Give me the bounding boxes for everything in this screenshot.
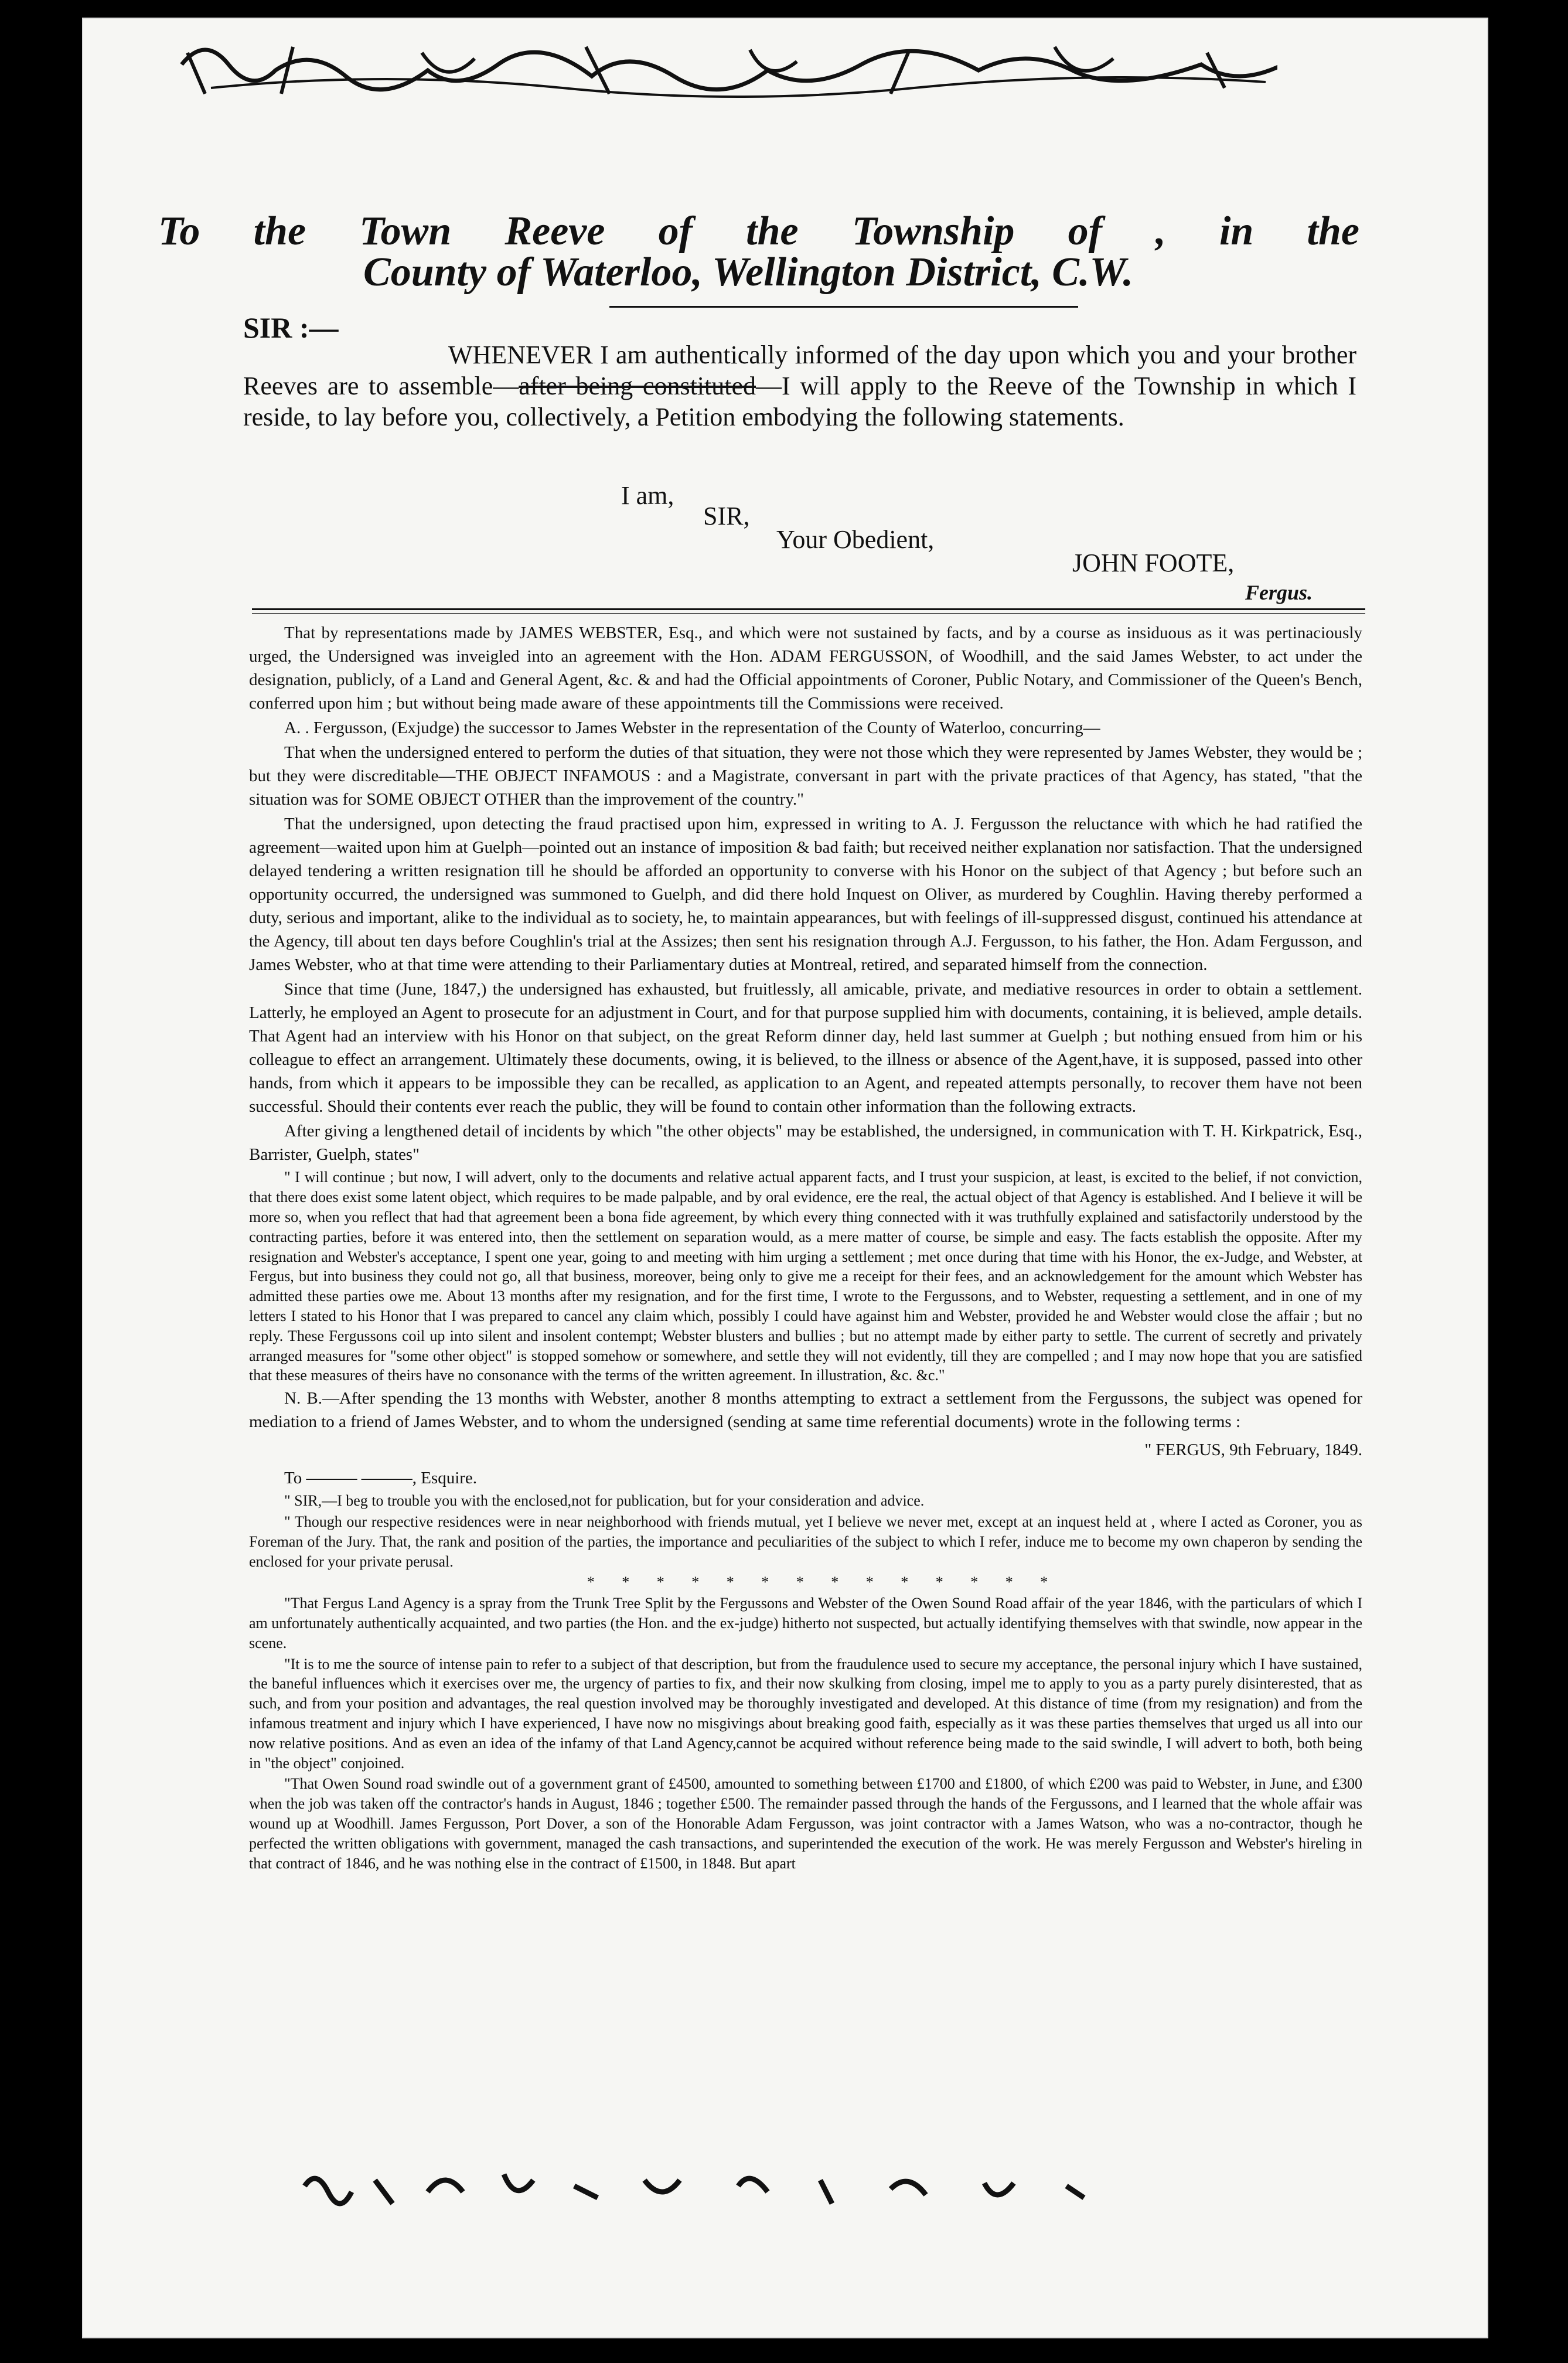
intro-end: —I will apply to the Reeve of the Township in which I reside, to lay before you, collectively, a Petition embodying the following statements. <box>243 371 1357 431</box>
signature-place: Fergus. <box>1245 581 1313 604</box>
letter-date: " FERGUS, 9th February, 1849. <box>1144 1441 1362 1460</box>
intro-paragraph <box>243 340 1356 433</box>
heading-line-2: County of Waterloo, Wellington District, C.W. <box>363 250 1134 295</box>
section-rule-1 <box>252 608 1365 610</box>
letter-paragraph-3: "That Fergus Land Agency is a spray from the Trunk Tree Split by the Fergussons and Webster of the Owen Sound Road affair of the year 1846, with the particulars of which I am unfortunately authentically acquainted, and two parties (the Hon. and the ex-judge) hitherto not suspected, but actually identifying themselves with that swindle, now appear in the scene. <box>249 1595 1362 1652</box>
handwritten-scrawl-top <box>176 29 1277 111</box>
heading-rule <box>609 306 1078 308</box>
statement-body <box>249 621 1362 1874</box>
paragraph-2: A. . Fergusson, (Exjudge) the successor to James Webster in the representation of the County of Waterloo, concurring— <box>284 719 1100 738</box>
letter-paragraph-2: " Though our respective residences were in near neighborhood with friends mutual, yet I believe we never met, except at an inquest held at , where I acted as Coroner, you as Foreman of the Jury. That, the rank and position of the parties, the importance and peculiarities of the subject to which I refer, induce me to become my own chaperon by sending the enclosed for your private perusal. <box>249 1513 1362 1570</box>
intro-start: WHENEVER I am authentically informed of the day upon which you and your brother Reeves are to assemble— <box>243 341 1356 400</box>
paragraph-7-quote: " I will continue ; but now, I will advert, only to the documents and relative actual apparent facts, and I trust your suspicion, at least, is excited to the belief, if not conviction, that there does exist some latent object, which requires to be made palpable, and by oral evidence, ere the real, the actual object of that Agency is established. And I believe it will be more so, when you reflect that had that agreement been a bona fide agreement, by which every thing connected with it was truthfully explained and satisfactorily understood by the contracting parties, before it was entered into, then the settlement on separation would, as a mere matter of course, be simple and easy. The facts establish the opposite. After my resignation and Webster's acceptance, I spent one year, going to and meeting with him urging a settlement ; met once during that time with his Honor, the ex-Judge, and Webster, at Fergus, but into business they could not go, all that business, moreover, being only to give me a receipt for their fees, and an acknowledgement for the amount which Webster has admitted these parties owe me. About 13 months after my resignation, and for the first time, I wrote to the Fergussons, and to Webster, requesting a settlement, and in one of my letters I stated to his Honor that I was prepared to cancel any claim which, possibly I could have against him and Webster, provided he and Webster would close the affair ; but no reply. These Fergussons coil up into silent and insolent contempt; Webster blusters and bullies ; but no attempt made by either party to settle. The current of secretly and privately arranged measures for "some other object" is stopped somehow or somewhere, and settle they will not evidently, till they are compelled ; and I may now hope that you are satisfied that these measures of theirs have no consonance with the terms of the written agreement. In illustration, &c. &c." <box>249 1169 1362 1384</box>
intro-struck-text: after being constituted <box>519 371 756 400</box>
paragraph-5: Since that time (June, 1847,) the undersigned has exhausted, but fruitlessly, all amicable, private, and mediative resources in order to obtain a settlement. Latterly, he employed an Agent to prosecute for an adjustment in Court, and for that purpose supplied him with documents, containing, it is believed, ample details. That Agent had an interview with his Honor on that subject, on the great Reform dinner day, held last summer at Guelph ; but nothing ensued from him or his colleague to effect an arrangement. Ultimately these documents, owing, it is believed, to the illness or absence of the Agent,have, it is supposed, passed into other hands, from which it appears to be impossible they can be recalled, as application to an Agent, and repeated attempts personally, to recover them have not been successful. Should their contents ever reach the public, they will be found to contain other information than the following extracts. <box>249 980 1362 1116</box>
letter-asterisks: * * * * * * * * * * * * * * <box>587 1574 1060 1591</box>
letter-paragraph-5: "That Owen Sound road swindle out of a government grant of £4500, amounted to something between £1700 and £1800, of which £200 was paid to Webster, in June, and £300 when the job was taken off the contractor's hands in August, 1846 ; together £500. The remainder passed through the hands of the Fergussons, and I learned that the whole affair was wound up at Woodhill. James Fergusson, Port Dover, a son of the Honorable Adam Fergusson, was joint contractor with a James Watson, who was a no-contractor, though he perfected the written obligations with government, managed the cash transactions, and superintended the execution of the work. He was merely Fergusson and Webster's hireling in that contract of 1846, and he was nothing else in the contract of £1500, in 1848. But apart <box>249 1775 1362 1872</box>
paragraph-8-nb: N. B.—After spending the 13 months with Webster, another 8 months attempting to extract a settlement from the Fergussons, the subject was opened for mediation to a friend of James Webster, and to whom the undersigned (sending at same time referential documents) wrote in the following terms : <box>249 1389 1362 1432</box>
salutation: SIR :— <box>243 311 339 344</box>
letter-paragraph-1: " SIR,—I beg to trouble you with the enclosed,not for publication, but for your consideration and advice. <box>284 1492 925 1510</box>
closing-i-am: I am, <box>621 481 674 510</box>
paragraph-4: That the undersigned, upon detecting the fraud practised upon him, expressed in writing to A. J. Fergusson the reluctance with which he had ratified the agreement—waited upon him at Guelph—pointed out an instance of imposition & bad faith; but received neither explanation nor satisfaction. That the undersigned delayed tendering a written resignation till he should be afforded an opportunity to converse with his Honor on the subject of that Agency ; but before such an opportunity occurred, the undersigned was summoned to Guelph, and did there hold Inquest on Oliver, as murdered by Coughlin. Having thereby performed a duty, serious and important, alike to the individual as to society, he, to maintain appearances, but with feelings of ill-suppressed disgust, continued his attendance at the Agency, till about ten days before Coughlin's trial at the Assizes; then sent his resignation through A.J. Fergusson, to his father, the Hon. Adam Fergusson, and James Webster, who at that time were attending to their Parliamentary duties at Montreal, retired, and separated himself from the connection. <box>249 815 1362 975</box>
heading-line-1: To the Town Reeve of the Township of , in the <box>158 209 1359 254</box>
section-rule-2 <box>252 613 1365 614</box>
paragraph-3: That when the undersigned entered to perform the duties of that situation, they were not those which they were represented by James Webster, they would be ; but they were discreditable—THE OBJECT INFAMOUS : and a Magistrate, conversant in part with the private practices of that Agency, has stated, "that the situation was for SOME OBJECT OTHER than the improvement of the country." <box>249 743 1362 809</box>
signature-name: JOHN FOOTE, <box>1072 549 1235 577</box>
letter-paragraph-4: "It is to me the source of intense pain to refer to a subject of that description, but from the fraudulence used to secure my acceptance, the personal injury which I have sustained, the baneful influences which it exercises over me, the urgency of parties to fix, and their now skulking from closing, impel me to apply to you as a party purely disinterested, that as such, and from your position and advantages, the real question involved may be thoroughly investigated and developed. At this distance of time (from my resignation) and from the infamous treatment and injury which I have experienced, I have now no misgivings about breaking good faith, especially as it was these parties themselves that urged us all into our now relative positions. And as even an idea of the infamy of that Land Agency,cannot be acquired without reference being made to the said swindle, I will advert to both, both being in "the object" conjoined. <box>249 1655 1362 1772</box>
handwritten-scrawl-bottom <box>293 2157 1113 2221</box>
paragraph-6: After giving a lengthened detail of incidents by which "the other objects" may be established, the undersigned, in communication with T. H. Kirkpatrick, Esq., Barrister, Guelph, states" <box>249 1122 1362 1165</box>
closing-sir: SIR, <box>703 502 750 530</box>
closing-obedient: Your Obedient, <box>776 525 935 554</box>
letter-addressee: To ——— ———, Esquire. <box>284 1469 478 1488</box>
paragraph-1: That by representations made by JAMES WEBSTER, Esq., and which were not sustained by facts, and by a course as insiduous as it was pertinaciously urged, the Undersigned was inveigled into an agreement with the Hon. ADAM FERGUSSON, of Woodhill, and the said James Webster, to act under the designation, publicly, of a Land and General Agent, &c. & and had the Official appointments of Coroner, Public Notary, and Commissioner of the Queen's Bench, conferred upon him ; but without being made aware of these appointments till the Commissions were received. <box>249 624 1362 713</box>
